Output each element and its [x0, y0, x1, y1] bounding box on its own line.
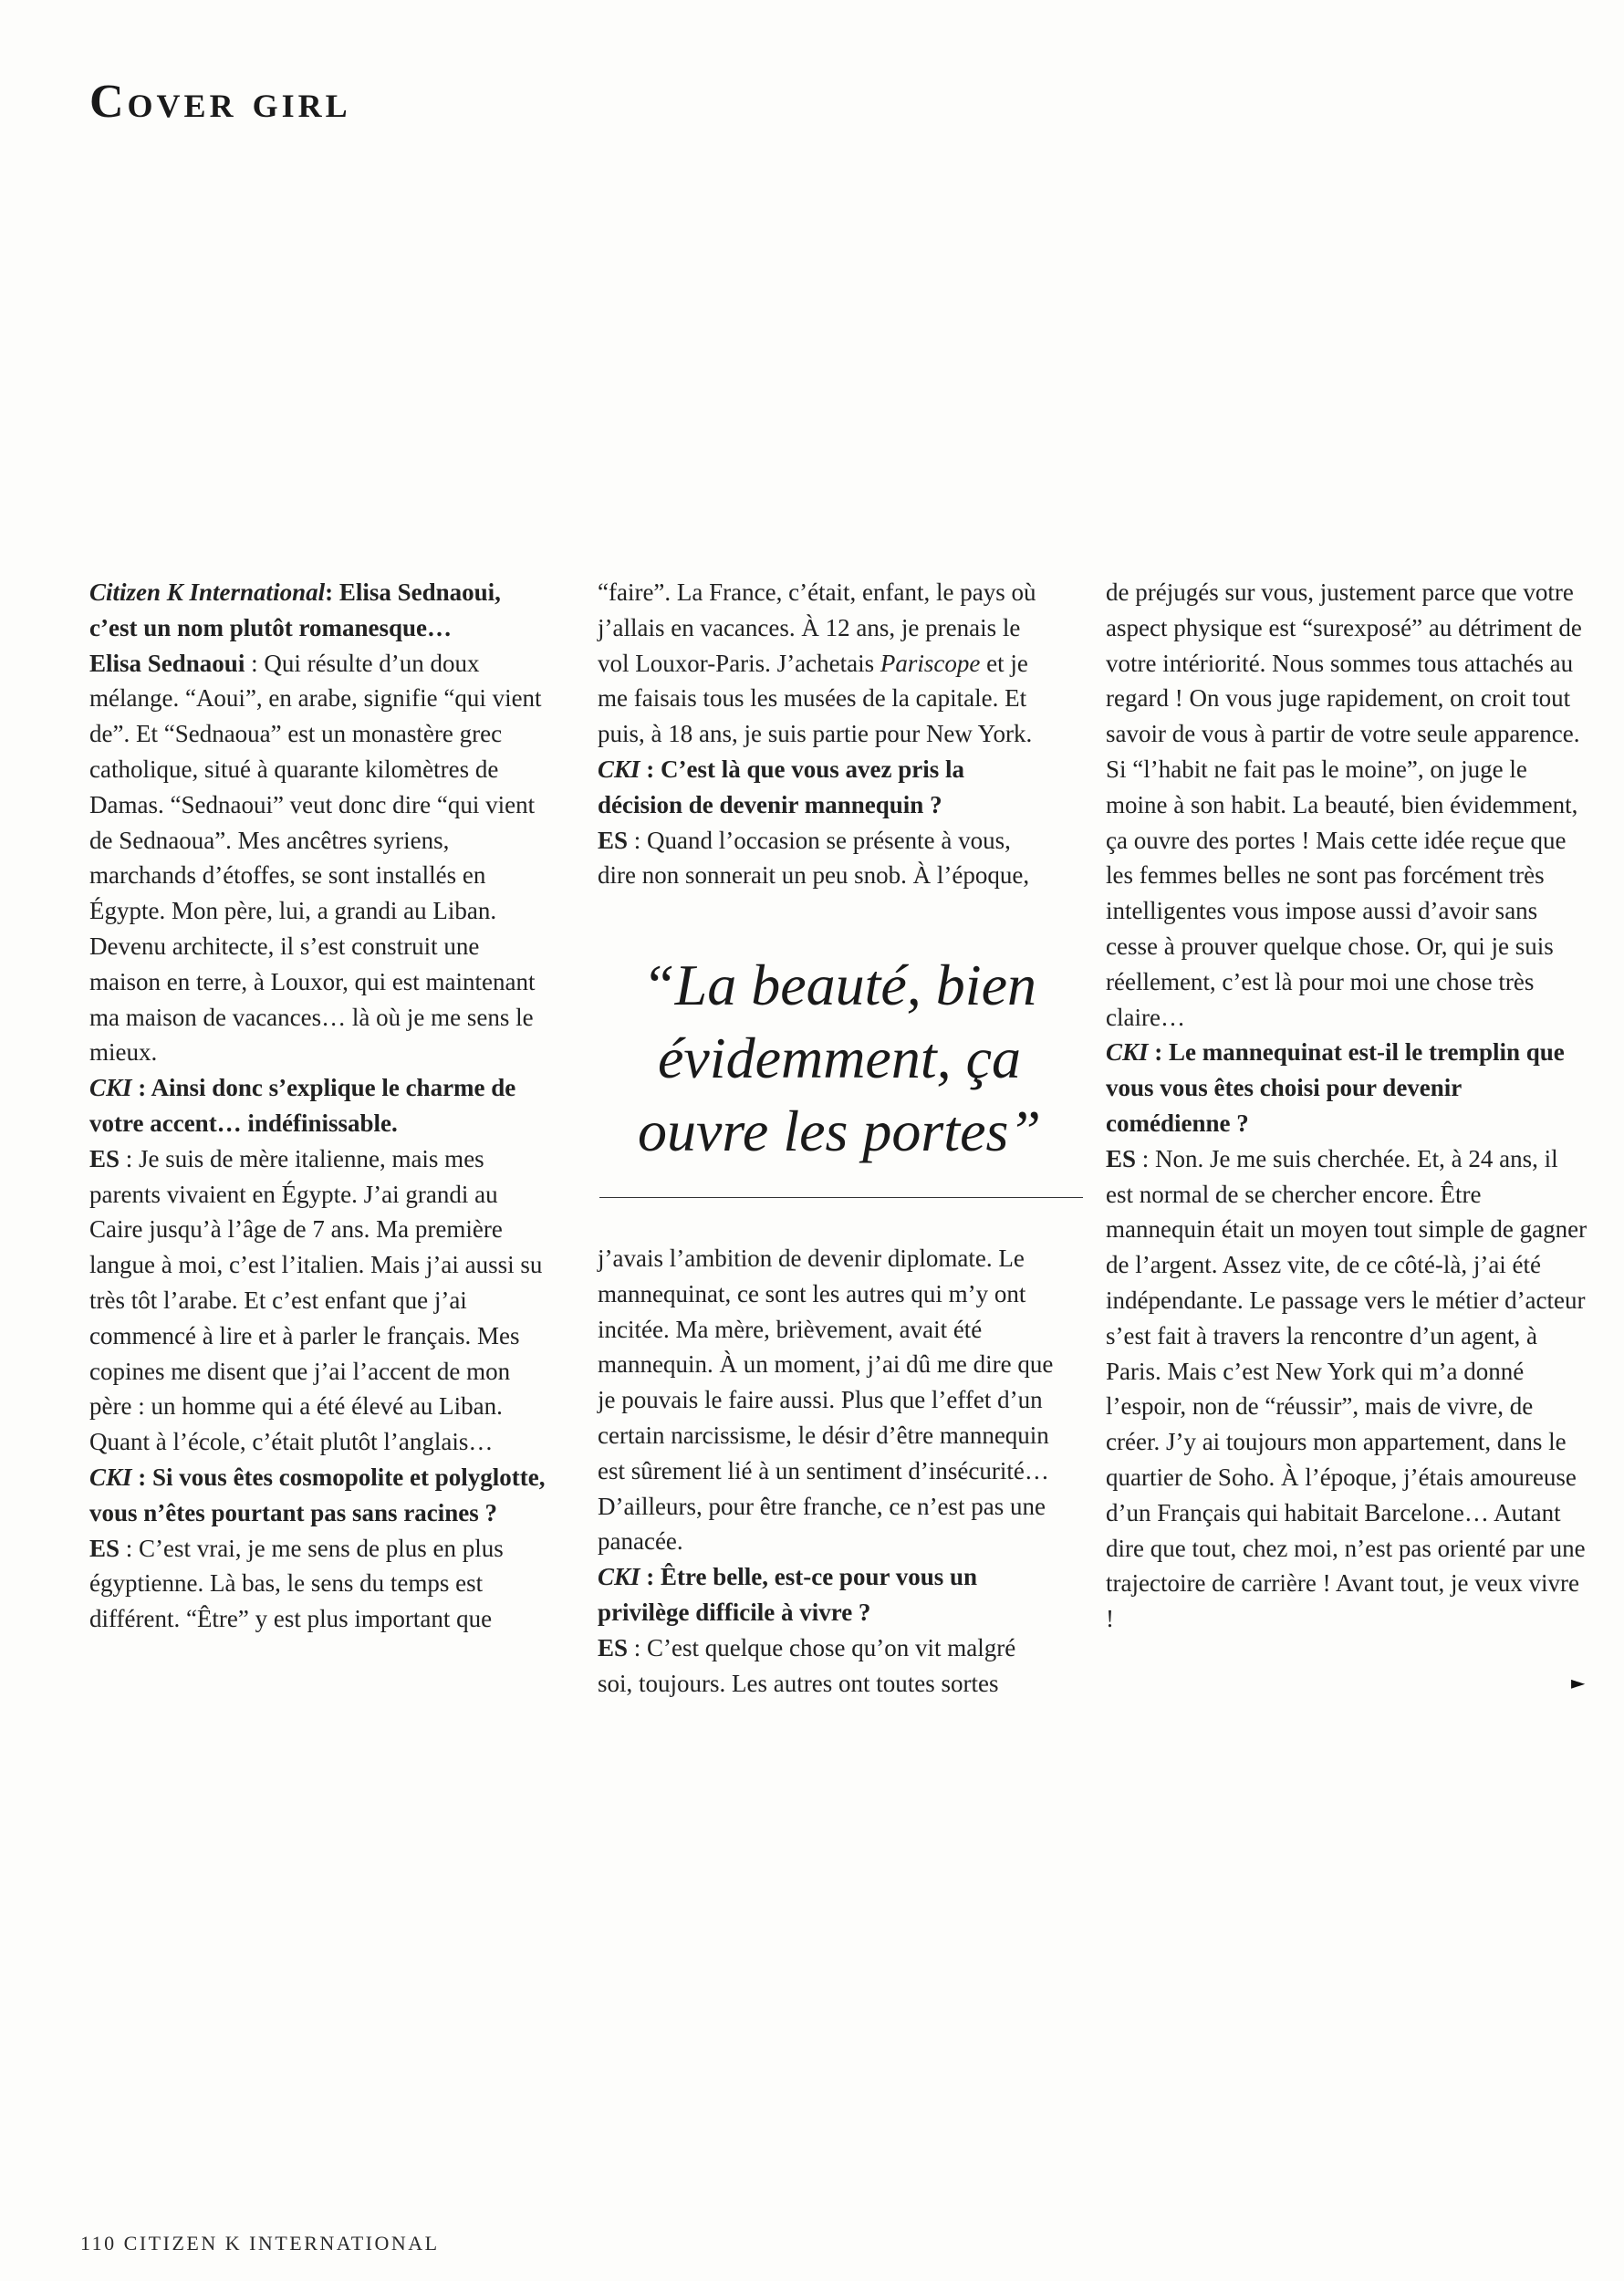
body-text: j’avais l’ambition de devenir diplomate. Le mannequinat, ce sont les autres qui m’y ont incitée. Ma mère, brièvement, avait été mannequin. À un moment, j’ai dû me dire que je pouvais le faire aussi. Plus que l’effet d’un certain narcissisme, le désir d’être mannequin est sûrement lié à un sentiment d’insécurité… D’ailleurs, pour être franche, ce n’est pas une panacée. — [598, 1245, 1054, 1556]
interview-question: Citizen K International: Elisa Sednaoui, c’est un nom plutôt romanesque… — [89, 578, 501, 641]
page-footer: 110 CITIZEN K INTERNATIONAL — [80, 2232, 440, 2255]
pull-quote: “La beauté, bien évidemment, ça ouvre les portes” — [637, 953, 1042, 1163]
section-title: Cover girl — [89, 76, 351, 128]
answer-text: : C’est quelque chose qu’on vit malgré soi, toujours. Les autres ont toutes sortes — [598, 1633, 1016, 1697]
pull-quote-rule — [599, 1197, 1083, 1198]
article-column-2 — [598, 575, 1054, 893]
article-column-3 — [1106, 575, 1589, 1637]
article-paragraph — [1106, 575, 1589, 1637]
article-column-2-continued — [598, 1241, 1054, 1701]
speaker-name: ES — [89, 1534, 120, 1562]
interview-question: CKI : Ainsi donc s’explique le charme de votre accent… indéfinissable. — [89, 1074, 516, 1137]
answer-text: : Non. Je me suis cherchée. Et, à 24 ans, il est normal de se chercher encore. Être mannequin était un moyen tout simple de gagner de l’argent. Assez vite, de ce côté-là, j’ai été indépendante. Le passage vers le métier d’acteur s’est fait à travers la rencontre d’un agent, à Paris. Mais c’est New York qui m’a donné l’espoir, non de “réussir”, mais de vivre, de créer. J’y ai toujours mon appartement, dans le quartier de Soho. À l’époque, j’étais amoureuse d’un Français qui habitait Barcelone… Autant dire que tout, chez moi, n’est pas orienté par une trajectoire de carrière ! Avant tout, je veux vivre ! — [1106, 1144, 1588, 1633]
speaker-name: ES — [89, 1144, 120, 1172]
speaker-name: ES — [598, 826, 629, 854]
answer-text: : C’est vrai, je me sens de plus en plus égyptienne. Là bas, le sens du temps est différent. “Être” y est plus important que — [89, 1534, 504, 1633]
body-text: “faire”. La France, c’était, enfant, le pays où j’allais en vacances. À 12 ans, je prenais le vol Louxor-Paris. J’achetais — [598, 578, 1036, 677]
answer-text: : Je suis de mère italienne, mais mes parents vivaient en Égypte. J’ai grandi au Caire jusqu’à l’âge de 7 ans. Ma première langue à moi, c’est l’italien. Mais j’ai aussi su très tôt l’arabe. Et c’est enfant que j’ai commencé à lire et à parler le français. Mes copines me disent que j’ai l’accent de mon père : un homme qui a été élevé au Liban. Quant à l’école, c’était plutôt l’anglais… — [89, 1144, 543, 1456]
speaker-name: ES — [598, 1633, 629, 1661]
interview-question: CKI : C’est là que vous avez pris la décision de devenir mannequin ? — [598, 755, 965, 818]
body-text: de préjugés sur vous, justement parce que votre aspect physique est “surexposé” au détriment de votre intériorité. Nous sommes tous attachés au regard ! On vous juge rapidement, on croit tout savoir de vous à partir de votre seule apparence. Si “l’habit ne fait pas le moine”, on juge le moine à son habit. La beauté, bien évidemment, ça ouvre des portes ! Mais cette idée reçue que les femmes belles ne sont pas forcément très intelligentes vous impose aussi d’avoir sans cesse à prouver quelque chose. Or, qui je suis réellement, c’est là pour moi une chose très claire… — [1106, 578, 1582, 1031]
article-column-1 — [89, 575, 546, 1637]
article-paragraph — [598, 1241, 1054, 1701]
answer-text: : Quand l’occasion se présente à vous, dire non sonnerait un peu snob. À l’époque, — [598, 826, 1030, 890]
article-paragraph — [89, 575, 546, 1637]
interview-question: CKI : Être belle, est-ce pour vous un privilège difficile à vivre ? — [598, 1563, 978, 1626]
speaker-name: Elisa Sednaoui — [89, 649, 245, 677]
body-text: et je me faisais tous les musées de la capitale. Et puis, à 18 ans, je suis partie pour New York. — [598, 649, 1033, 748]
interview-question: CKI : Si vous êtes cosmopolite et polyglotte, vous n’êtes pourtant pas sans racines ? — [89, 1463, 546, 1526]
publication-title: Pariscope — [880, 649, 981, 677]
interview-question: CKI : Le mannequinat est-il le tremplin que vous vous êtes choisi pour devenir comédienne ? — [1106, 1038, 1565, 1137]
answer-text: : Qui résulte d’un doux mélange. “Aoui”, en arabe, signifie “qui vient de”. Et “Sednaoua” est un monastère grec catholique, situé à quarante kilomètres de Damas. “Sednaoui” veut donc dire “qui vient de Sednaoua”. Mes ancêtres syriens, marchands d’étoffes, se sont installés en Égypte. Mon père, lui, a grandi au Liban. Devenu architecte, il s’est construit une maison en terre, à Louxor, qui est maintenant ma maison de vacances… là où je me sens le mieux. — [89, 649, 542, 1067]
speaker-name: ES — [1106, 1144, 1137, 1172]
continue-arrow-icon: ► — [1571, 1672, 1586, 1693]
article-paragraph — [598, 575, 1054, 893]
